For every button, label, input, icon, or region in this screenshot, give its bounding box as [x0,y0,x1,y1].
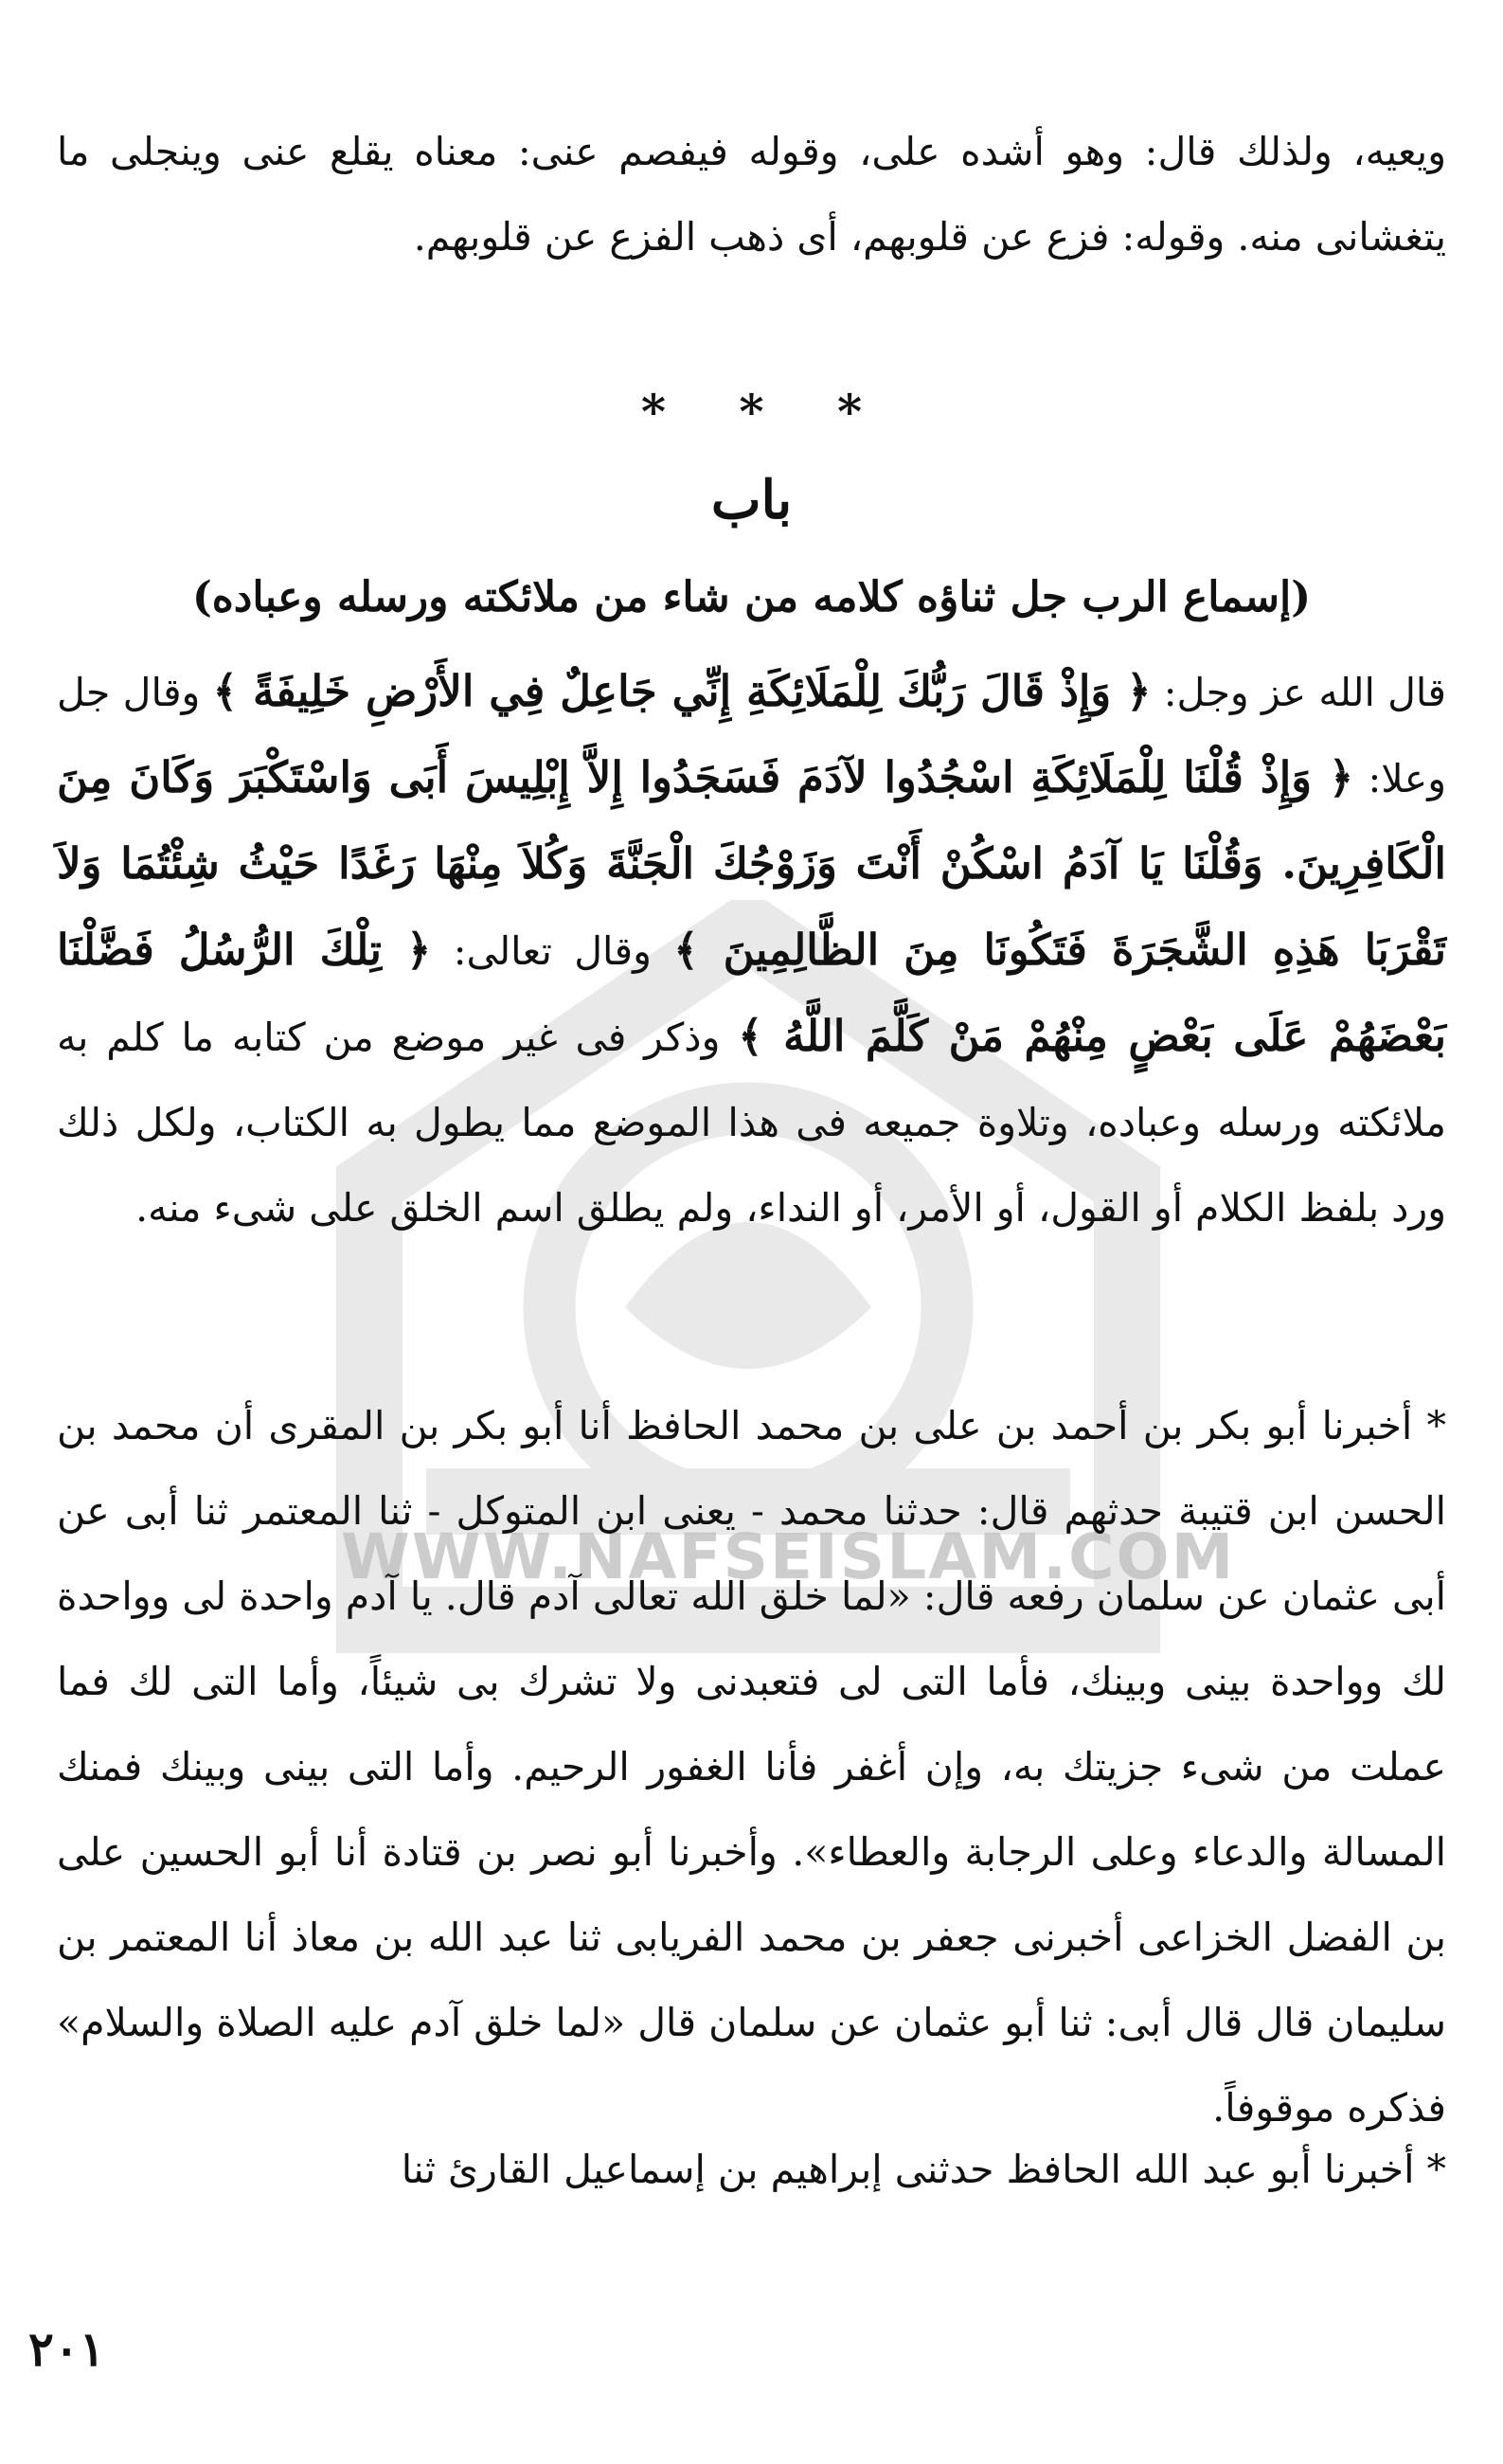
quran-verse-1: ﴿ وَإِذْ قَالَ رَبُّكَ لِلْمَلَائِكَةِ إِنِّي جَاعِلٌ فِي الأَرْضِ خَلِيفَةً ﴾ [212,666,1152,716]
intro-text: قال الله عز وجل: [1151,670,1446,715]
paragraph-hadith-narration: * أخبرنا أبو بكر بن أحمد بن على بن محمد الحافظ أنا أبو بكر بن المقرى أن محمد بن الحسن ابن قتيبة حدثهم قال: حدثنا محمد - يعنى ابن المتوكل - ثنا المعتمر ثنا أبى عن أبى عثمان عن سلمان رفعه قال: «لما خلق الله تعالى آدم قال. يا آدم واحدة لى وواحدة لك وواحدة بينى وبينك، فأما التى لى فتعبدنى ولا تشرك بى شيئاً، وأما التى لك فما عملت من شىء جزيتك به، وإن أغفر فأنا الغفور الرحيم. وأما التى بينى وبينك فمنك المسالة والدعاء وعلى الرجابة والعطاء». وأخبرنا أبو نصر بن قتادة أنا أبو الحسين على بن الفضل الخزاعى أخبرنى جعفر بن محمد الفريابى ثنا عبد الله بن معاذ أنا المعتمر بن سليمان قال قال أبى: ثنا أبو عثمان عن سلمان قال «لما خلق آدم عليه الصلاة والسلام» فذكره موقوفاً. [57,1403,1446,2131]
connector-text: وقال جل وعلا: [57,670,1446,801]
paragraph-hadith-start: * أخبرنا أبو عبد الله الحافظ حدثنى إبراهيم بن إسماعيل القارئ ثنا [401,2147,1446,2192]
section-divider-stars: * * * [640,384,863,440]
commentary-text: وذكر فى غير موضع من كتابه ما كلم به ملائكته ورسله وعباده، وتلاوة جميعه فى هذا الموضع مما يطول به الكتاب، ولكل ذلك ورد بلفظ الكلام أو القول، أو الأمر، أو النداء، ولم يطلق اسم الخلق على شىء منه. [57,1015,1446,1231]
page-number: ٢٠١ [28,2321,105,2377]
quran-verse-3: ﴿ تِلْكَ الرُّسُلُ فَضَّلْنَا بَعْضَهُمْ عَلَى بَعْضٍ مِنْهُمْ مَنْ كَلَّمَ اللَّهُ ﴾ [57,925,1446,1061]
watermark-text: WWW.NAFSEISLAM.COM [341,1520,1236,1593]
quran-verse-2: ﴿ وَإِذْ قُلْنَا لِلْمَلَائِكَةِ اسْجُدُوا لآدَمَ فَسَجَدُوا إِلاَّ إِبْلِيسَ أَبَى وَاسْتَكْبَرَ وَكَانَ مِنَ الْكَافِرِينَ. وَقُلْنَا يَا آدَمُ اسْكُنْ أَنْتَ وَزَوْجُكَ الْجَنَّةَ وَكُلاَ مِنْهَا رَغَدًا حَيْثُ شِئْتُمَا وَلاَ تَقْرَبَا هَذِهِ الشَّجَرَةَ فَتَكُونَا مِنَ الظَّالِمِينَ ﴾ [57,752,1447,975]
chapter-subheading: (إسماع الرب جل ثناؤه كلامه من شاء من ملائكته ورسله وعباده) [191,573,1312,621]
paragraph-quran-citations [57,649,1446,1250]
document-page [57,0,1446,2464]
paragraph-continuation: ويعيه، ولذلك قال: وهو أشده على، وقوله فيفصم عنى: معناه يقلع عنى وينجلى ما يتغشانى منه. وقوله: فزع عن قلوبهم، أى ذهب الفزع عن قلوبهم. [57,129,1446,260]
chapter-heading: باب [710,469,793,531]
connector-text: وقال تعالى: [431,928,674,974]
